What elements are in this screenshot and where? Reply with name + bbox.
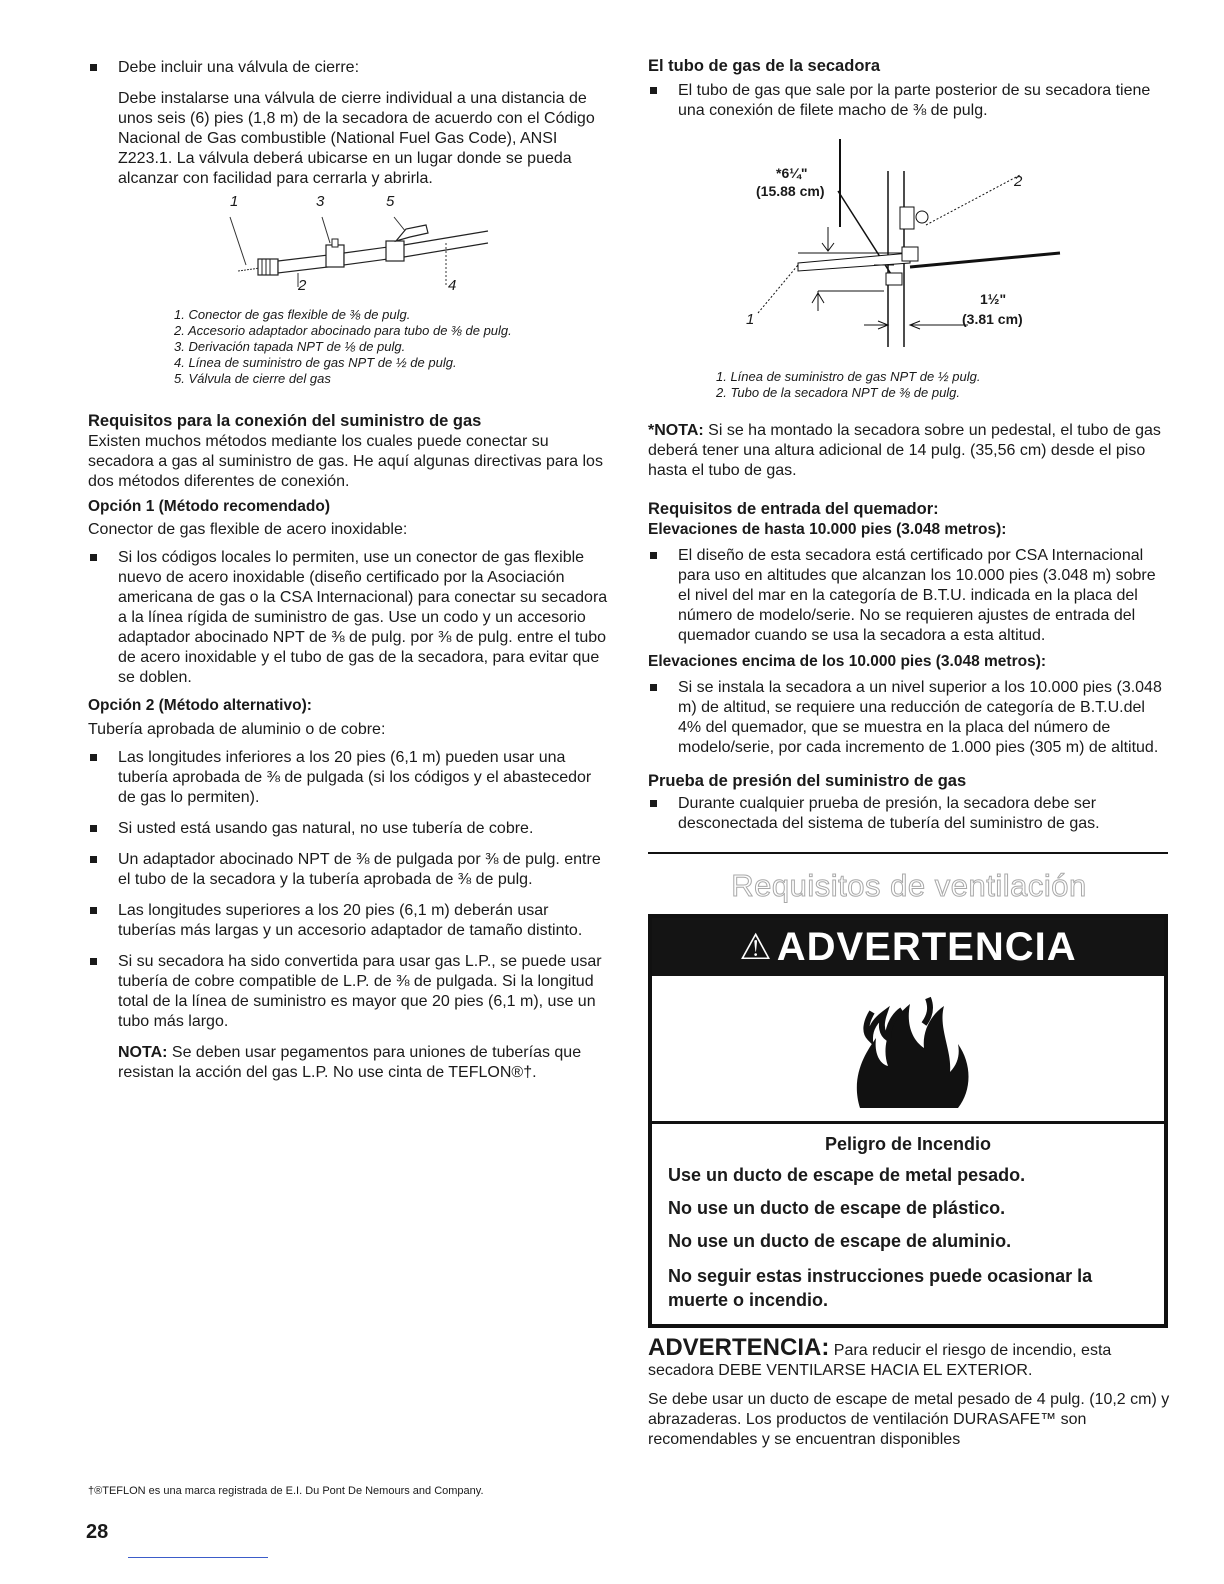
- bottom-rule: [128, 1557, 268, 1558]
- fig1-label-2: 2: [298, 277, 307, 294]
- valve-diagram: [118, 195, 608, 299]
- lp-note-label: NOTA:: [118, 1044, 168, 1061]
- hazard-line: No use un ducto de escape de plástico.: [668, 1198, 1006, 1218]
- fig1-caption: 2. Accesorio adaptador abocinado para tubo de ⅜ de pulg.: [174, 323, 512, 338]
- option2-bullet: Si su secadora ha sido convertida para usar gas L.P., se puede usar tubería de cobre compatible de L.P. de ⅜ de pulgada. Si la longitud total de la línea de suministro es mayor que 20 pies (6,1 m), use un tubo más largo.: [88, 952, 608, 1032]
- fig1-label-3: 3: [316, 193, 325, 210]
- gas-tube-diagram: [648, 135, 1170, 363]
- right-column: [648, 56, 1170, 1450]
- option2-bullet: Si usted está usando gas natural, no use tubería de cobre.: [88, 819, 608, 839]
- option1-heading: Opción 1 (Método recomendado): [88, 498, 330, 515]
- pressure-bullet: Durante cualquier prueba de presión, la secadora debe ser desconectada del sistema de tubería del suministro de gas.: [648, 794, 1170, 834]
- option2-intro: Tubería aprobada de aluminio o de cobre:: [88, 721, 386, 738]
- supply-heading: Requisitos para la conexión del suministro de gas: [88, 412, 482, 430]
- warning-triangle-icon: ⚠: [739, 926, 773, 967]
- valve-pipe-drawing: [218, 211, 518, 291]
- valve-bullet: Debe incluir una válvula de cierre:: [88, 58, 608, 78]
- warning-box: [648, 914, 1168, 1328]
- fig2-caption-list: [716, 369, 1170, 401]
- fig1-caption: 3. Derivación tapada NPT de ⅛ de pulg.: [174, 339, 406, 354]
- fig2-dim-bottom-cm: (3.81 cm): [962, 311, 1023, 327]
- fig1-caption-list: [174, 307, 608, 387]
- fig2-dim-bottom: 1½": [980, 291, 1007, 307]
- pressure-heading: Prueba de presión del suministro de gas: [648, 772, 967, 790]
- elev2-bullet: Si se instala la secadora a un nivel superior a los 10.000 pies (3.048 m) de altitud, se requiere una reducción de categoría de B.T.U.del 4% del quemador, que se muestra en la placa del número de modelo/serie, por cada incremento de 1.000 pies (305 m) de altitud.: [648, 678, 1170, 758]
- teflon-footnote: †®TEFLON es una marca registrada de E.I. Du Pont De Nemours and Company.: [88, 1485, 484, 1497]
- fig1-label-1: 1: [230, 193, 239, 210]
- duct-paragraph: Se debe usar un ducto de escape de metal pesado de 4 pulg. (10,2 cm) y abrazaderas. Los productos de ventilación DURASAFE™ son recomendables y se encuentran disponibles: [648, 1391, 1170, 1448]
- option1-intro: Conector de gas flexible de acero inoxidable:: [88, 521, 408, 538]
- fig2-dim-top-cm: (15.88 cm): [756, 183, 825, 199]
- fig2-dim-top: *6¼": [776, 165, 808, 181]
- left-column: [88, 56, 608, 1083]
- fig1-caption: 1. Conector de gas flexible de ⅜ de pulg.: [174, 307, 411, 322]
- option2-bullet: Las longitudes superiores a los 20 pies (6,1 m) deberán usar tuberías más largas y un accesorio adaptador de tamaño distinto.: [88, 901, 608, 941]
- supply-paragraph: Existen muchos métodos mediante los cuales puede conectar su secadora a gas al suministro de gas. He aquí algunas directivas para los dos métodos diferentes de conexión.: [88, 433, 603, 490]
- hazard-title: Peligro de Incendio: [824, 1134, 992, 1154]
- burner-heading: Requisitos de entrada del quemador:: [648, 500, 939, 518]
- fig1-label-4: 4: [448, 277, 457, 294]
- fig2-label-2: 2: [1014, 173, 1023, 190]
- fire-icon: [840, 980, 980, 1120]
- elev2-heading: Elevaciones encima de los 10.000 pies (3.048 metros):: [648, 653, 1047, 670]
- tube-heading: El tubo de gas de la secadora: [648, 57, 880, 75]
- fig2-label-1: 1: [746, 311, 755, 328]
- elev1-bullet: El diseño de esta secadora está certificado por CSA Internacional para uso en altitudes que alcanzan los 10.000 pies (3.048 m) sobre el nivel del mar en la categoría de B.T.U. indicada en la placa del número de modelo/serie. No se requieren ajustes de entrada del quemador cuando se usa la secadora a esta altitud.: [648, 546, 1170, 646]
- option1-bullet: Si los códigos locales lo permiten, use un conector de gas flexible nuevo de acero inoxidable (diseño certificado por la Asociación americana de gas o la CSA Internacional) para conectar su secadora a la línea rígida de suministro de gas. Use un codo y un accesorio adaptador abocinado NPT de ⅜ de pulg. por ⅜ de pulg. entre el tubo de acero inoxidable y el tubo de gas de la secadora, para evitar que se doblen.: [88, 548, 608, 688]
- ventilation-title: Requisitos de ventilación: [731, 868, 1087, 903]
- option2-bullet: Un adaptador abocinado NPT de ⅜ de pulgada por ⅜ de pulg. entre el tubo de la secadora y la tubería aprobada de ⅜ de pulg.: [88, 850, 608, 890]
- page-number: 28: [86, 1521, 109, 1543]
- pedestal-note: [648, 421, 1170, 481]
- advertencia-paragraph: [648, 1336, 1170, 1381]
- fire-pictogram-panel: [652, 976, 1164, 1124]
- fig1-caption: 4. Línea de suministro de gas NPT de ½ de pulg.: [174, 355, 457, 370]
- hazard-line: No use un ducto de escape de aluminio.: [668, 1231, 1012, 1251]
- warning-banner-text: ADVERTENCIA: [776, 925, 1077, 969]
- warning-banner: [652, 918, 1164, 976]
- hazard-line: No seguir estas instrucciones puede ocasionar la muerte o incendio.: [668, 1266, 1093, 1310]
- gas-tube-drawing: [648, 135, 1068, 363]
- tube-bullet: El tubo de gas que sale por la parte posterior de su secadora tiene una conexión de filete macho de ⅜ de pulg.: [648, 81, 1170, 121]
- fig1-label-5: 5: [386, 193, 395, 210]
- fig2-caption: 2. Tubo de la secadora NPT de ⅜ de pulg.: [716, 385, 961, 400]
- section-divider: [648, 852, 1168, 854]
- option2-bullet: Las longitudes inferiores a los 20 pies (6,1 m) pueden usar una tubería aprobada de ⅜ de pulgada (si los códigos y el abastecedor de gas lo permiten).: [88, 748, 608, 808]
- lp-note-text: Se deben usar pegamentos para uniones de tuberías que resistan la acción del gas L.P. No use cinta de TEFLON®†.: [118, 1044, 582, 1081]
- hazard-line: Use un ducto de escape de metal pesado.: [668, 1165, 1026, 1185]
- pedestal-note-label: *NOTA:: [648, 422, 704, 439]
- fig1-caption: 5. Válvula de cierre del gas: [174, 371, 331, 386]
- elev1-heading: Elevaciones de hasta 10.000 pies (3.048 metros):: [648, 521, 1007, 538]
- option2-heading: Opción 2 (Método alternativo):: [88, 697, 312, 714]
- advertencia-label: ADVERTENCIA:: [648, 1334, 830, 1361]
- advertencia-text: Para reducir el riesgo de incendio, esta secadora DEBE VENTILARSE HACIA EL EXTERIOR.: [648, 1342, 1112, 1379]
- pedestal-note-text: Si se ha montado la secadora sobre un pedestal, el tubo de gas deberá tener una altura adicional de 14 pulg. (35,56 cm) desde el piso hasta el tubo de gas.: [648, 422, 1161, 479]
- fig2-caption: 1. Línea de suministro de gas NPT de ½ pulg.: [716, 369, 981, 384]
- valve-paragraph: Debe instalarse una válvula de cierre individual a una distancia de unos seis (6) pies (1,8 m) de la secadora de acuerdo con el Código Nacional de Gas combustible (National Fuel Gas Code), ANSI Z223.1. La válvula deberá ubicarse en un lugar donde se pueda alcanzar con facilidad para cerrarla y abrirla.: [118, 90, 595, 187]
- lp-note: [88, 1043, 608, 1083]
